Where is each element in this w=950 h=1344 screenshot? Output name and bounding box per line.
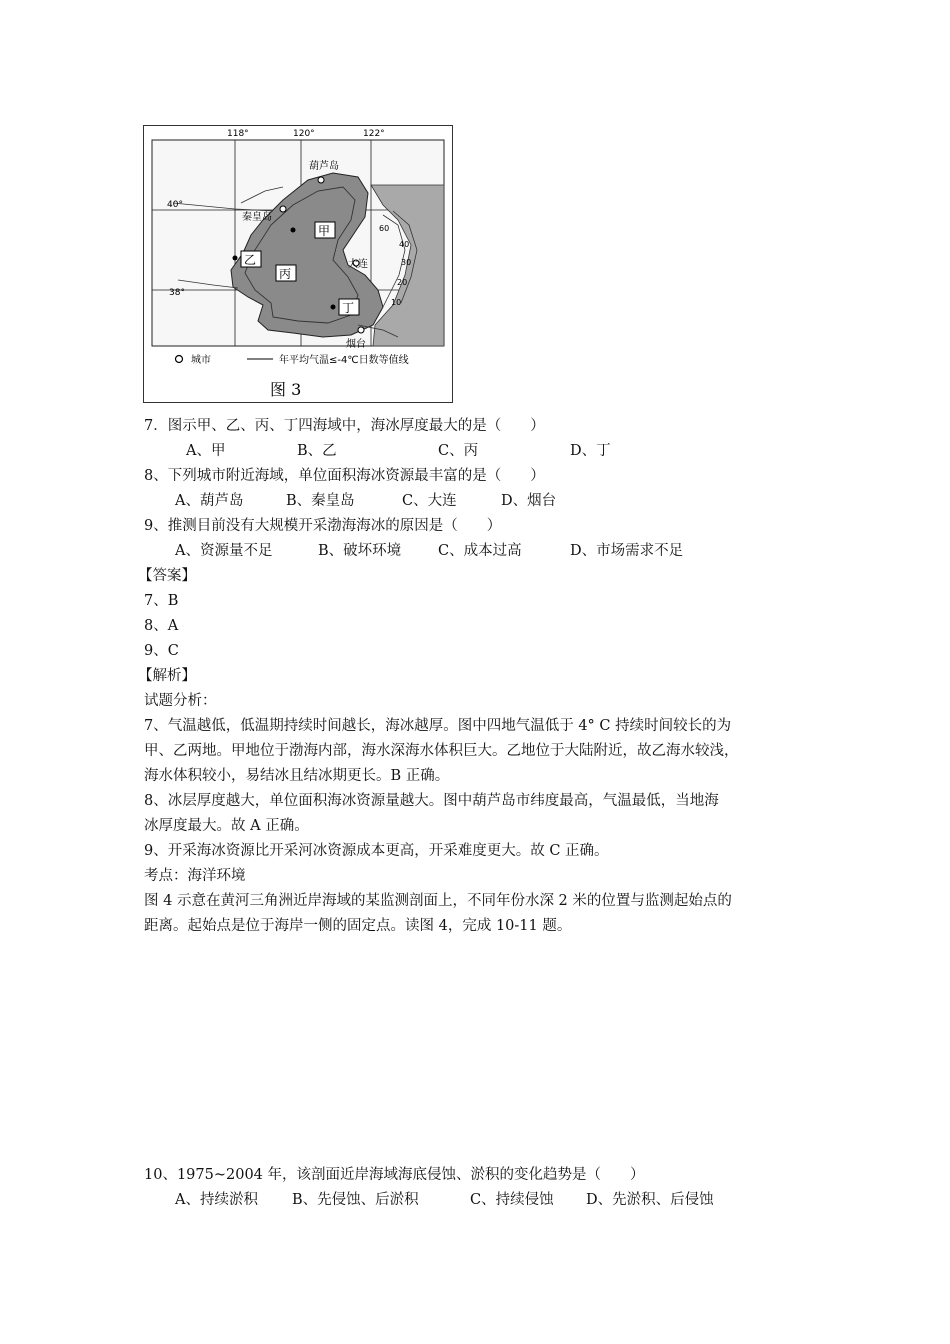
q10-option-b: B、先侵蚀、后淤积 bbox=[292, 1192, 419, 1208]
lon-label-118: 118° bbox=[227, 129, 249, 139]
q9-option-c: C、成本过高 bbox=[438, 543, 522, 559]
figure4-intro-line: 距离。起始点是位于海岸一侧的固定点。读图 4，完成 10-11 题。 bbox=[144, 918, 572, 934]
answer-9: 9、C bbox=[144, 643, 179, 659]
q9-option-b: B、破坏环境 bbox=[318, 543, 402, 559]
area-label-yi: 乙 bbox=[244, 253, 257, 267]
analysis-heading: 【解析】 bbox=[138, 668, 196, 684]
legend-line-label: 年平均气温≤-4℃日数等值线 bbox=[279, 355, 409, 366]
analysis-intro: 试题分析： bbox=[144, 693, 217, 709]
analysis-line: 冰厚度最大。故 A 正确。 bbox=[144, 818, 309, 834]
q10-option-c: C、持续侵蚀 bbox=[470, 1192, 554, 1208]
answer-8: 8、A bbox=[144, 618, 179, 634]
legend-city-marker bbox=[176, 356, 183, 363]
q8-option-c: C、大连 bbox=[402, 493, 457, 509]
analysis-line: 8、冰层厚度越大，单位面积海冰资源量越大。图中葫芦岛市纬度最高，气温最低，当地海 bbox=[144, 793, 719, 809]
lon-label-120: 120° bbox=[293, 129, 315, 139]
legend-city-label: 城市 bbox=[191, 355, 211, 366]
lat-label-40: 40° bbox=[167, 200, 183, 210]
area-label-ding: 丁 bbox=[342, 301, 355, 315]
q7-option-a: A、甲 bbox=[186, 443, 226, 459]
figure-caption: 图 3 bbox=[270, 380, 302, 399]
city-marker bbox=[318, 177, 324, 183]
kaodian: 考点：海洋环境 bbox=[144, 868, 246, 884]
area-marker bbox=[291, 228, 296, 233]
analysis-line: 甲、乙两地。甲地位于渤海内部，海水深海水体积巨大。乙地位于大陆附近，故乙海水较浅， bbox=[144, 743, 739, 759]
q10-stem: 10、1975~2004 年，该剖面近岸海域海底侵蚀、淤积的变化趋势是（ ） bbox=[144, 1167, 645, 1183]
q7-option-b: B、乙 bbox=[297, 443, 337, 459]
q8-stem: 8、下列城市附近海域，单位面积海冰资源最丰富的是（ ） bbox=[144, 468, 545, 484]
contour-label: 30 bbox=[401, 258, 412, 267]
q9-stem: 9、推测目前没有大规模开采渤海海冰的原因是（ ） bbox=[144, 518, 502, 534]
q9-option-d: D、市场需求不足 bbox=[570, 543, 684, 559]
area-label-bing: 丙 bbox=[279, 267, 292, 281]
figure4-intro-line: 图 4 示意在黄河三角洲近岸海域的某监测剖面上，不同年份水深 2 米的位置与监测起始点的 bbox=[144, 893, 732, 909]
city-label-huludao: 葫芦岛 bbox=[309, 161, 339, 172]
city-label-dalian: 大连 bbox=[348, 259, 368, 270]
contour-label: 40 bbox=[399, 240, 410, 249]
answer-heading: 【答案】 bbox=[138, 568, 196, 584]
city-label-qinhuangdao: 秦皇岛 bbox=[242, 212, 272, 223]
analysis-line: 7、气温越低，低温期持续时间越长，海冰越厚。图中四地气温低于 4° C 持续时间较长的为 bbox=[144, 718, 732, 734]
area-label-jia: 甲 bbox=[318, 224, 331, 238]
q9-option-a: A、资源量不足 bbox=[175, 543, 273, 559]
contour-label: 60 bbox=[379, 224, 390, 233]
contour-label: 10 bbox=[391, 298, 402, 307]
q7-option-d: D、丁 bbox=[570, 443, 611, 459]
q7-stem: 7．图示甲、乙、丙、丁四海域中，海冰厚度最大的是（ ） bbox=[144, 418, 545, 434]
q8-option-a: A、葫芦岛 bbox=[175, 493, 244, 509]
area-marker bbox=[331, 305, 336, 310]
analysis-line: 海水体积较小，易结冰且结冰期更长。B 正确。 bbox=[144, 768, 450, 784]
figure-3-map bbox=[143, 125, 453, 403]
answer-7: 7、B bbox=[144, 593, 179, 609]
q7-option-c: C、丙 bbox=[438, 443, 479, 459]
city-marker bbox=[280, 206, 286, 212]
city-marker bbox=[358, 327, 364, 333]
q10-option-d: D、先淤积、后侵蚀 bbox=[586, 1192, 714, 1208]
q10-option-a: A、持续淤积 bbox=[175, 1192, 258, 1208]
q8-option-d: D、烟台 bbox=[501, 493, 557, 509]
contour-label: 20 bbox=[397, 278, 408, 287]
analysis-line: 9、开采海冰资源比开采河冰资源成本更高，开采难度更大。故 C 正确。 bbox=[144, 843, 609, 859]
area-marker bbox=[233, 256, 238, 261]
lon-label-122: 122° bbox=[363, 129, 385, 139]
lat-label-38: 38° bbox=[169, 288, 185, 298]
city-label-yantai: 烟台 bbox=[346, 339, 366, 350]
q8-option-b: B、秦皇岛 bbox=[286, 493, 355, 509]
